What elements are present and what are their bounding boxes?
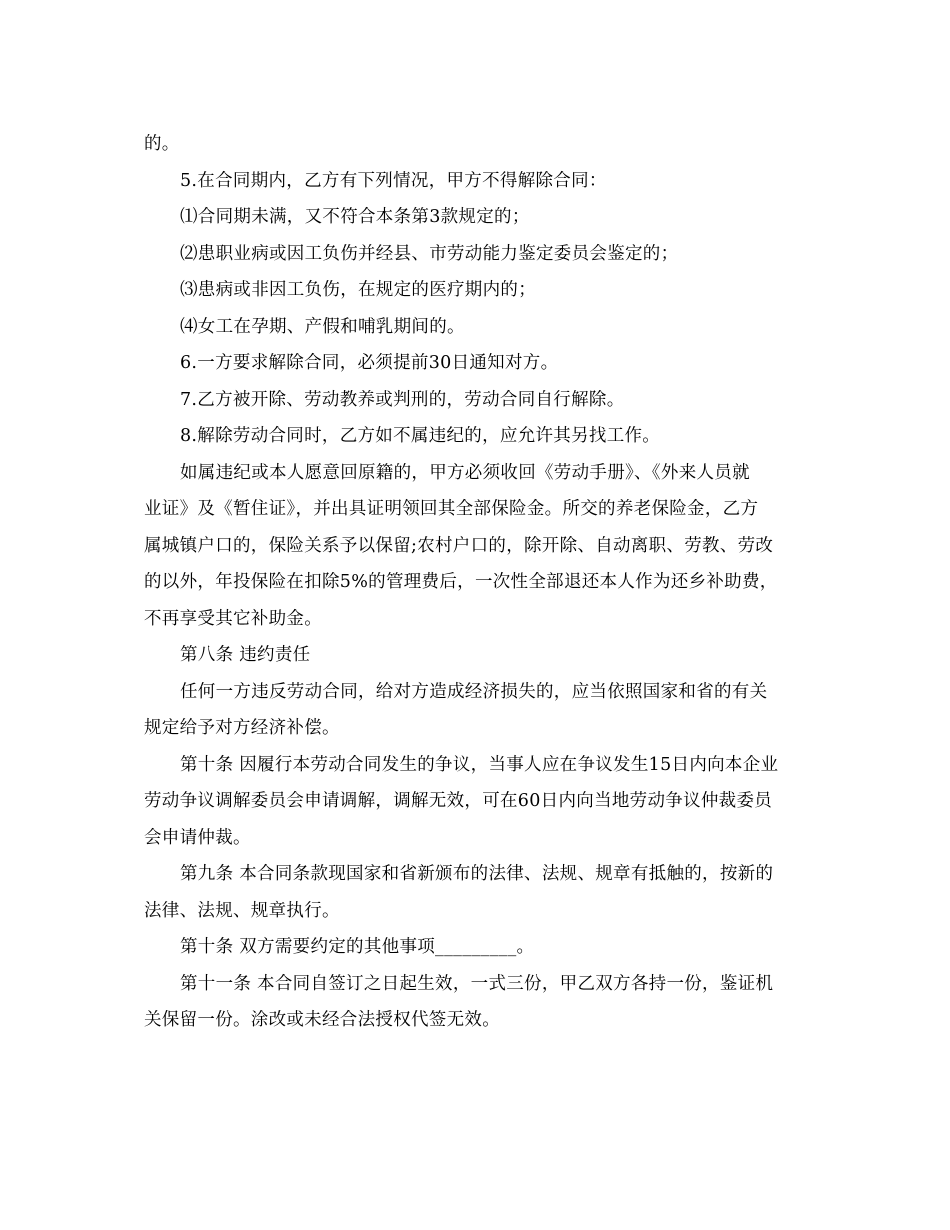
text-line: 的以外，年投保险在扣除5%的管理费后，一次性全部退还本人作为还乡补助费， [144, 572, 778, 592]
paragraph [144, 455, 816, 638]
document-body [144, 126, 816, 1039]
text-line: 5.在合同期内，乙方有下列情况，甲方不得解除合同： [180, 170, 607, 191]
paragraph [144, 966, 816, 1039]
paragraph [144, 929, 816, 966]
paragraph [144, 309, 816, 346]
text-line: 7.乙方被开除、劳动教养或判刑的，劳动合同自行解除。 [180, 389, 625, 410]
paragraph [144, 163, 816, 200]
text-line: 第九条 本合同条款现国家和省新颁布的法律、法规、规章有抵触的，按新的 [180, 864, 774, 884]
text-line: 的。 [144, 134, 180, 154]
text-line: 第八条 违约责任 [180, 645, 311, 665]
text-line: 业证》及《暂住证》，并出具证明领回其全部保险金。所交的养老保险金，乙方 [144, 499, 759, 519]
paragraph [144, 382, 816, 419]
text-line: 会申请仲裁。 [144, 827, 251, 848]
paragraph [144, 199, 816, 236]
paragraph [144, 674, 816, 747]
text-line: 劳动争议调解委员会申请调解，调解无效，可在60日内向当地劳动争议仲裁委员 [144, 791, 773, 811]
paragraph [144, 856, 816, 929]
text-line: 规定给予对方经济补偿。 [144, 718, 340, 738]
text-line: ⑷女工在孕期、产假和哺乳期间的。 [180, 316, 465, 337]
paragraph [144, 747, 816, 857]
text-line: 第十条 双方需要约定的其他事项_________。 [180, 937, 535, 957]
text-line: 不再享受其它补助金。 [144, 608, 322, 629]
paragraph [144, 345, 816, 382]
paragraph [144, 236, 816, 273]
text-line: 属城镇户口的，保险关系予以保留;农村户口的，除开除、自动离职、劳教、劳改 [144, 535, 774, 556]
text-line: 任何一方违反劳动合同，给对方造成经济损失的，应当依照国家和省的有关 [180, 681, 768, 702]
text-line: ⑵患职业病或因工负伤并经县、市劳动能力鉴定委员会鉴定的； [180, 243, 679, 264]
paragraph [144, 637, 816, 674]
text-line: 6.一方要求解除合同，必须提前30日通知对方。 [180, 353, 559, 373]
text-line: ⑴合同期未满，又不符合本条第3款规定的； [180, 207, 530, 227]
text-line: 8.解除劳动合同时，乙方如不属违纪的，应允许其另找工作。 [180, 426, 661, 446]
text-line: 如属违纪或本人愿意回原籍的，甲方必须收回《劳动手册》、《外来人员就 [180, 462, 750, 483]
text-line: 法律、法规、规章执行。 [144, 900, 340, 921]
paragraph [144, 418, 816, 455]
paragraph [144, 126, 816, 163]
text-line: ⑶患病或非因工负伤，在规定的医疗期内的； [180, 280, 536, 300]
text-line: 第十条 因履行本劳动合同发生的争议，当事人应在争议发生15日内向本企业 [180, 754, 779, 775]
text-line: 第十一条 本合同自签订之日起生效，一式三份，甲乙双方各持一份，鉴证机 [180, 973, 774, 994]
paragraph [144, 272, 816, 309]
text-line: 关保留一份。涂改或未经合法授权代签无效。 [144, 1010, 500, 1030]
